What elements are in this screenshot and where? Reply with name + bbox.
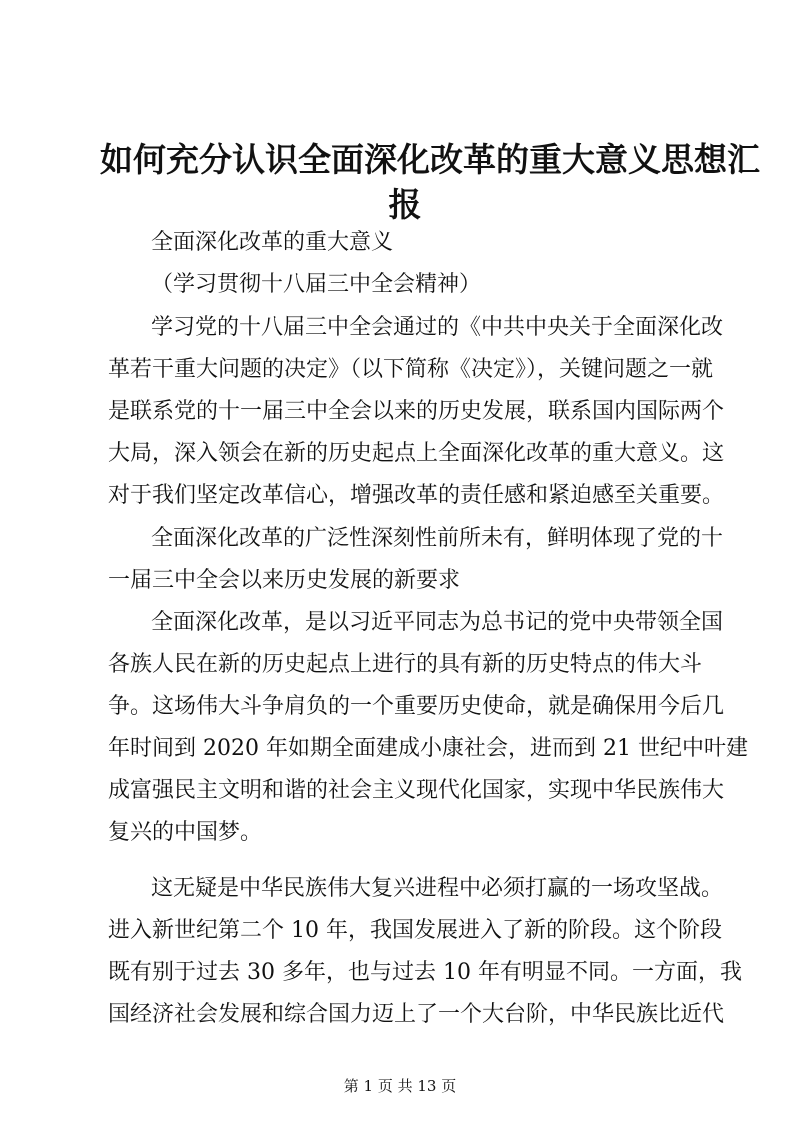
body-line: 对于我们坚定改革信心，增强改革的责任感和紧迫感至关重要。 — [108, 483, 725, 508]
body-line: 大局，深入领会在新的历史起点上全面深化改革的重大意义。这 — [108, 441, 725, 466]
subtitle-note: （学习贯彻十八届三中全会精神） — [151, 272, 482, 297]
body-line: 这无疑是中华民族伟大复兴进程中必须打赢的一场攻坚战。 — [151, 876, 724, 901]
subtitle: 全面深化改革的重大意义 — [151, 230, 394, 255]
body-line: 进入新世纪第二个 10 年，我国发展进入了新的阶段。这个阶段 — [108, 918, 722, 943]
document-title-line-2: 报 — [388, 185, 422, 224]
body-line: 年时间到 2020 年如期全面建成小康社会，进而到 21 世纪中叶建 — [108, 736, 748, 761]
body-line: 争。这场伟大斗争肩负的一个重要历史使命，就是确保用今后几 — [108, 694, 725, 719]
body-line: 是联系党的十一届三中全会以来的历史发展，联系国内国际两个 — [108, 399, 725, 424]
body-line: 全面深化改革，是以习近平同志为总书记的党中央带领全国 — [151, 610, 724, 635]
body-line: 既有别于过去 30 多年，也与过去 10 年有明显不同。一方面，我 — [108, 960, 742, 985]
section-heading-line: 一届三中全会以来历史发展的新要求 — [108, 568, 461, 593]
body-line: 国经济社会发展和综合国力迈上了一个大台阶，中华民族比近代 — [108, 1002, 725, 1027]
page-number-footer: 第 1 页 共 13 页 — [343, 1077, 457, 1095]
document-title-line-1: 如何充分认识全面深化改革的重大意义思想汇 — [100, 140, 760, 179]
body-line: 成富强民主文明和谐的社会主义现代化国家，实现中华民族伟大 — [108, 778, 725, 803]
body-line: 各族人民在新的历史起点上进行的具有新的历史特点的伟大斗 — [108, 652, 703, 677]
body-line: 革若干重大问题的决定》（以下简称《决定》），关键问题之一就 — [108, 357, 714, 382]
section-heading-line: 全面深化改革的广泛性深刻性前所未有，鲜明体现了党的十 — [151, 526, 724, 551]
body-line: 学习党的十八届三中全会通过的《中共中央关于全面深化改 — [151, 315, 724, 340]
body-line: 复兴的中国梦。 — [108, 820, 263, 845]
